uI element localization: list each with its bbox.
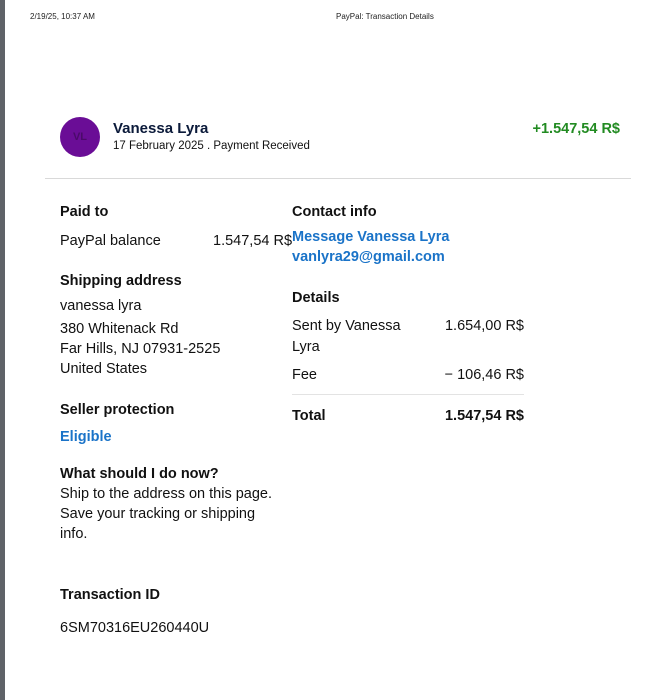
sent-by-label-line2: Lyra xyxy=(292,339,320,355)
seller-protection-status[interactable]: Eligible xyxy=(60,429,112,445)
paid-to-value: 1.547,54 R$ xyxy=(213,233,293,249)
total-label: Total xyxy=(292,408,326,424)
sent-by-value: 1.654,00 R$ xyxy=(444,318,524,334)
transaction-id-heading: Transaction ID xyxy=(60,587,160,603)
transaction-subtitle: 17 February 2025 . Payment Received xyxy=(113,140,310,152)
print-title: PayPal: Transaction Details xyxy=(336,12,434,21)
what-now-heading: What should I do now? xyxy=(60,466,219,482)
shipping-heading: Shipping address xyxy=(60,273,182,289)
print-datetime: 2/19/25, 10:37 AM xyxy=(30,12,95,21)
transaction-amount: +1.547,54 R$ xyxy=(532,121,620,137)
sent-by-label: Sent by Vanessa xyxy=(292,318,401,334)
details-heading: Details xyxy=(292,290,340,306)
shipping-name: vanessa lyra xyxy=(60,298,142,314)
what-now-line3: info. xyxy=(60,526,88,542)
paid-to-label: PayPal balance xyxy=(60,233,161,249)
message-link[interactable]: Message Vanessa Lyra xyxy=(292,229,450,245)
shipping-line2: Far Hills, NJ 07931-2525 xyxy=(60,341,221,357)
transaction-id-value: 6SM70316EU260440U xyxy=(60,620,210,636)
avatar xyxy=(60,117,100,157)
fee-label: Fee xyxy=(292,367,317,383)
payer-name: Vanessa Lyra xyxy=(113,120,209,137)
seller-protection-heading: Seller protection xyxy=(60,402,175,418)
shipping-line1: 380 Whitenack Rd xyxy=(60,321,179,337)
email-link[interactable]: vanlyra29@gmail.com xyxy=(292,249,445,265)
total-value: 1.547,54 R$ xyxy=(444,408,524,424)
what-now-line2: Save your tracking or shipping xyxy=(60,506,256,522)
contact-heading: Contact info xyxy=(292,204,377,220)
avatar-initials: VL xyxy=(72,131,88,143)
details-divider xyxy=(292,394,524,395)
paid-to-heading: Paid to xyxy=(60,204,109,220)
divider xyxy=(45,178,631,179)
page-edge xyxy=(0,0,5,700)
what-now-line1: Ship to the address on this page. xyxy=(60,486,273,502)
fee-value: − 106,46 R$ xyxy=(444,367,524,383)
shipping-country: United States xyxy=(60,361,148,377)
